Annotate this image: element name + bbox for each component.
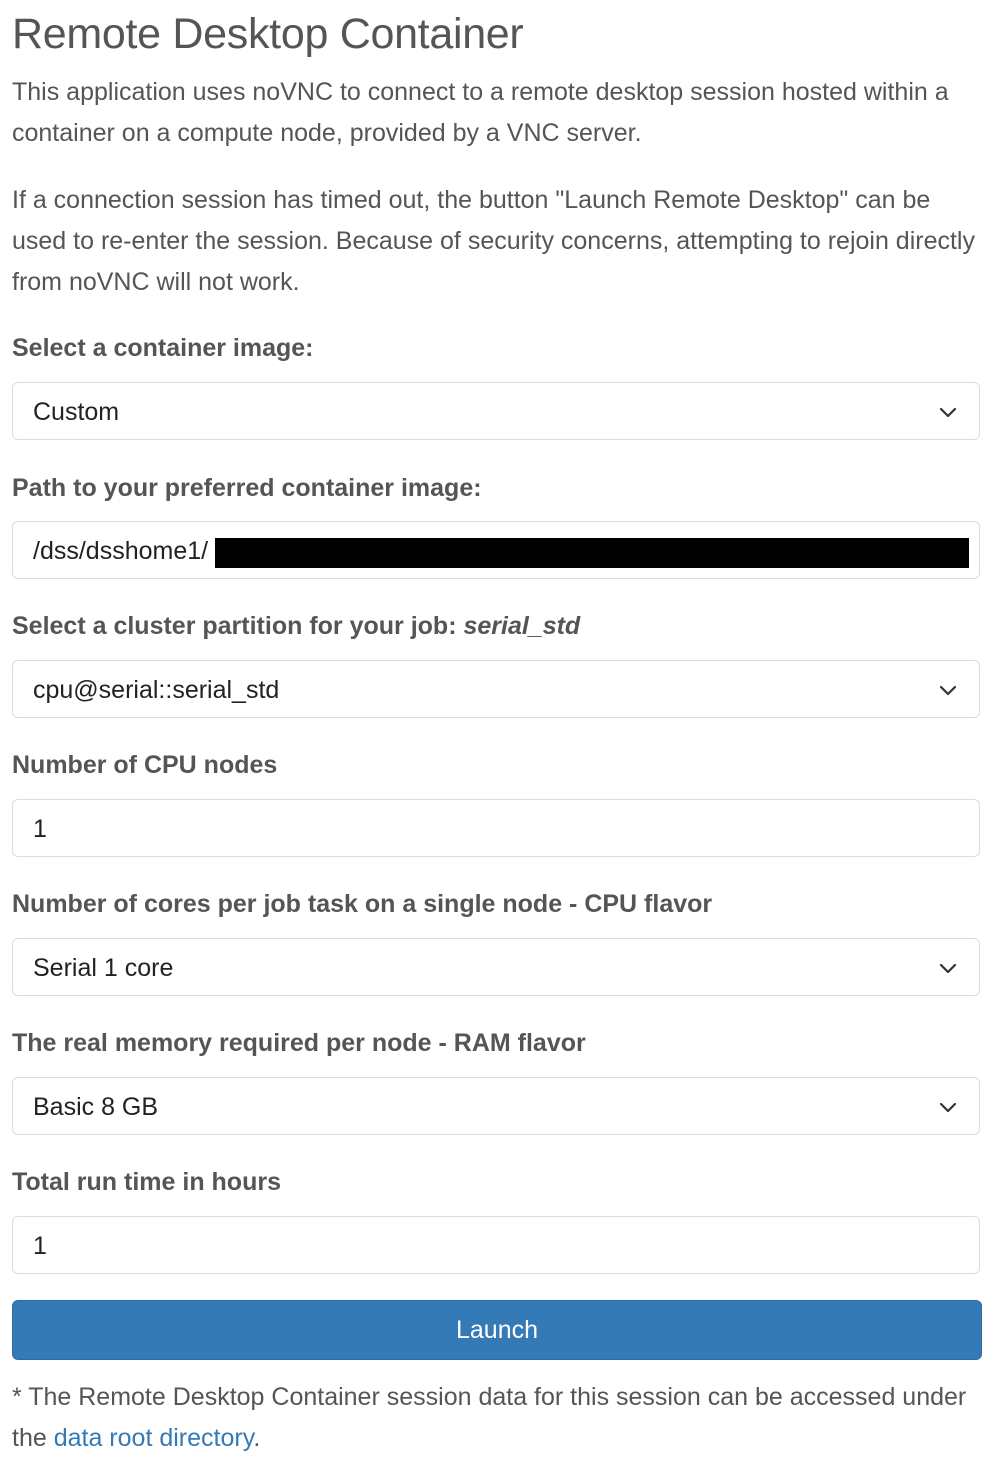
memory-label: The real memory required per node - RAM flavor	[12, 1029, 586, 1057]
run-time-label: Total run time in hours	[12, 1168, 281, 1196]
footnote-period: .	[253, 1424, 261, 1452]
partition-label-emphasis: serial_std	[463, 612, 581, 640]
partition-label-text: Select a cluster partition for your job:	[12, 612, 464, 640]
chevron-down-icon	[937, 1096, 959, 1118]
cores-select[interactable]	[12, 938, 980, 996]
container-image-select[interactable]	[12, 382, 980, 440]
launch-button[interactable]: Launch	[12, 1300, 982, 1360]
partition-select-value: cpu@serial::serial_std	[33, 676, 280, 704]
partition-label	[12, 610, 580, 642]
run-time-input-value: 1	[33, 1232, 47, 1260]
cores-label: Number of cores per job task on a single node - CPU flavor	[12, 890, 713, 918]
memory-select-value: Basic 8 GB	[33, 1093, 159, 1121]
container-image-label: Select a container image:	[12, 334, 314, 362]
partition-select[interactable]	[12, 660, 980, 718]
chevron-down-icon	[937, 401, 959, 423]
container-path-input[interactable]	[12, 521, 980, 579]
intro-paragraph-1: This application uses noVNC to connect to a remote desktop session hosted within a container on a compute node, provided by a VNC server.	[12, 78, 949, 147]
run-time-input[interactable]	[12, 1216, 980, 1274]
intro-paragraph-2: If a connection session has timed out, the button "Launch Remote Desktop" can be used to re-enter the session. Because of security concerns, attempting to rejoin directly from noVNC will not work.	[12, 186, 975, 296]
data-root-directory-link[interactable]: data root directory	[53, 1424, 254, 1452]
memory-select[interactable]	[12, 1077, 980, 1135]
chevron-down-icon	[937, 679, 959, 701]
container-image-select-value: Custom	[33, 398, 120, 426]
redaction-block	[215, 538, 969, 568]
footnote-text: * The Remote Desktop Container session data for this session can be accessed under the	[12, 1383, 967, 1452]
footnote	[12, 1377, 982, 1459]
cpu-nodes-input-value: 1	[33, 815, 47, 843]
container-path-input-value: /dss/dsshome1/	[33, 537, 209, 565]
cores-select-value: Serial 1 core	[33, 954, 174, 982]
chevron-down-icon	[937, 957, 959, 979]
cpu-nodes-label: Number of CPU nodes	[12, 751, 278, 779]
page-title: Remote Desktop Container	[12, 10, 524, 58]
container-path-label: Path to your preferred container image:	[12, 474, 482, 502]
cpu-nodes-input[interactable]	[12, 799, 980, 857]
